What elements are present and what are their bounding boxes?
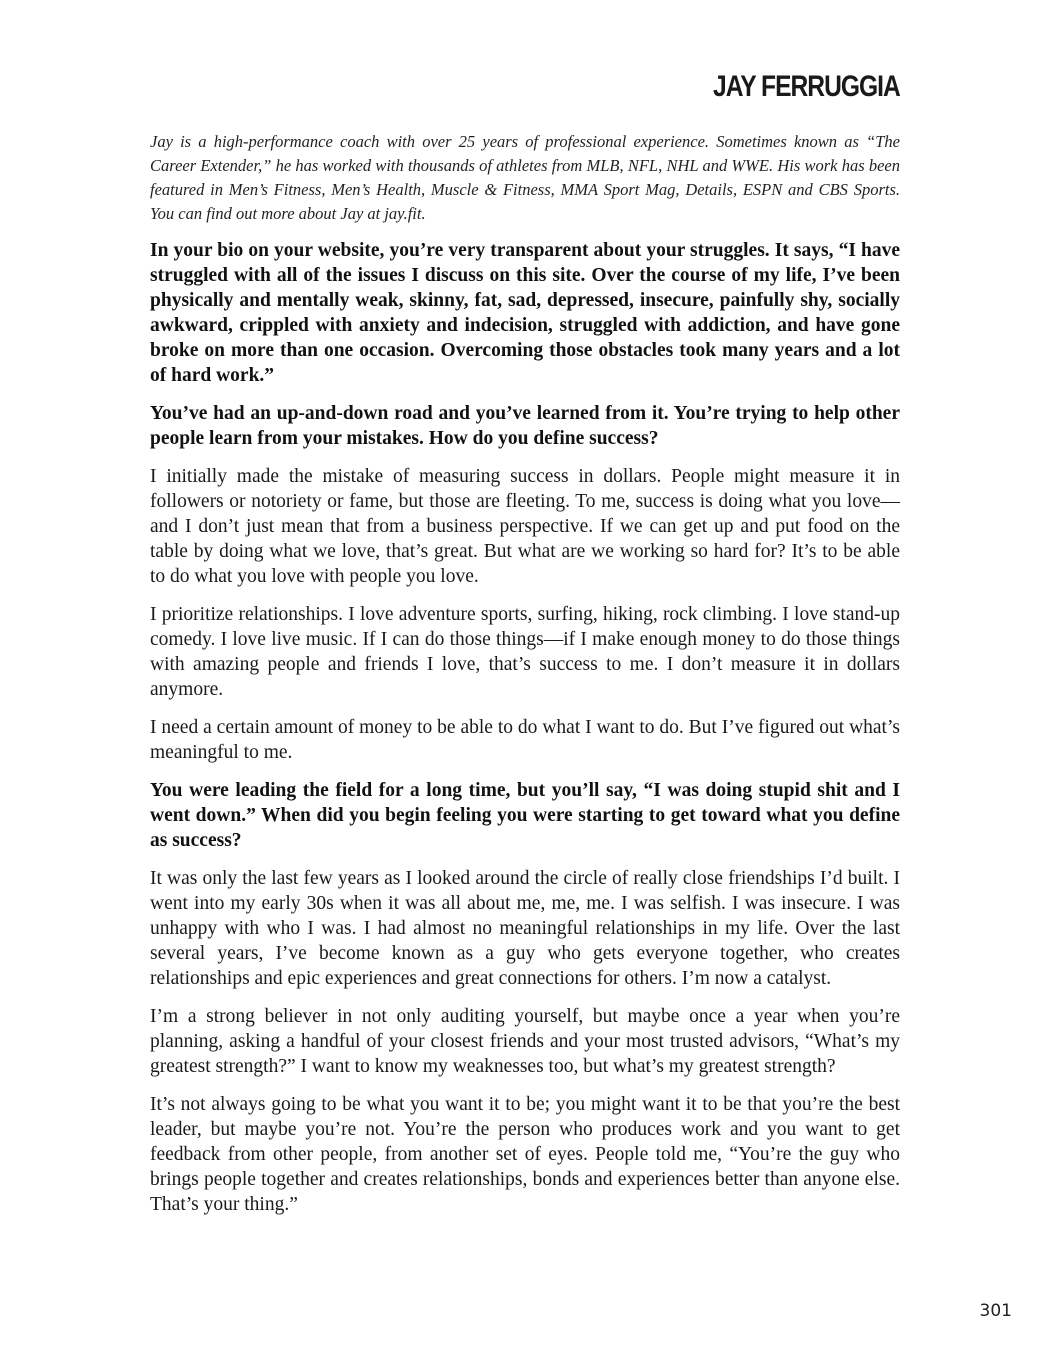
page-number: 301 <box>979 1301 1012 1321</box>
author-bio: Jay is a high-performance coach with over 25 years of professional experience. Sometimes known as “The Career Extender,” he has worked with thousands of athletes from MLB, NFL, NHL and WWE. His work has been featured in Men’s Fitness, Men’s Health, Muscle & Fitness, MMA Sport Mag, Details, ESPN and CBS Sports. You can find out more about Jay at jay.fit. <box>150 132 900 223</box>
interview-answer: It’s not always going to be what you want it to be; you might want it to be that you’re the best leader, but maybe you’re not. You’re the person who produces work and you want to get feedback from other people, from another set of eyes. People told me, “You’re the guy who brings people together and creates relationships, bonds and experiences better than anyone else. That’s your thing.” <box>150 1094 900 1215</box>
interview-answer: I’m a strong believer in not only auditing yourself, but maybe once a year when you’re planning, asking a handful of your closest friends and your most trusted advisors, “What’s my greatest strength?” I want to know my weaknesses too, but what’s my greatest strength? <box>150 1006 900 1077</box>
interview-answer: I need a certain amount of money to be able to do what I want to do. But I’ve figured out what’s meaningful to me. <box>150 717 900 763</box>
page-title: JAY FERRUGGIA <box>713 70 900 103</box>
article-body <box>150 130 900 1230</box>
interview-question: In your bio on your website, you’re very transparent about your struggles. It says, “I have struggled with all of the issues I discuss on this site. Over the course of my life, I’ve been physically and mentally weak, skinny, fat, sad, depressed, insecure, painfully shy, socially awkward, crippled with anxiety and indecision, struggled with addiction, and have gone broke on more than one occasion. Overcoming those obstacles took many years and a lot of hard work.” <box>150 240 900 386</box>
interview-question: You’ve had an up-and-down road and you’ve learned from it. You’re trying to help other people learn from your mistakes. How do you define success? <box>150 403 900 449</box>
interview-answer: I initially made the mistake of measuring success in dollars. People might measure it in followers or notoriety or fame, but those are fleeting. To me, success is doing what you love—and I don’t just mean that from a business perspective. If we can get up and put food on the table by doing what we love, that’s great. But what are we working so hard for? It’s to be able to do what you love with people you love. <box>150 466 900 587</box>
interview-question: You were leading the field for a long time, but you’ll say, “I was doing stupid shit and I went down.” When did you begin feeling you were starting to get toward what you define as success? <box>150 780 900 851</box>
interview-answer: I prioritize relationships. I love adventure sports, surfing, hiking, rock climbing. I love stand-up comedy. I love live music. If I can do those things—if I make enough money to do those things with amazing people and friends I love, that’s success to me. I don’t measure it in dollars anymore. <box>150 604 900 700</box>
interview-answer: It was only the last few years as I looked around the circle of really close friendships I’d built. I went into my early 30s when it was all about me, me, me. I was selfish. I was insecure. I was unhappy with who I was. I had almost no meaningful relationships in my life. Over the last several years, I’ve become known as a guy who gets everyone together, who creates relationships and epic experiences and great connections for others. I’m now a catalyst. <box>150 868 900 989</box>
